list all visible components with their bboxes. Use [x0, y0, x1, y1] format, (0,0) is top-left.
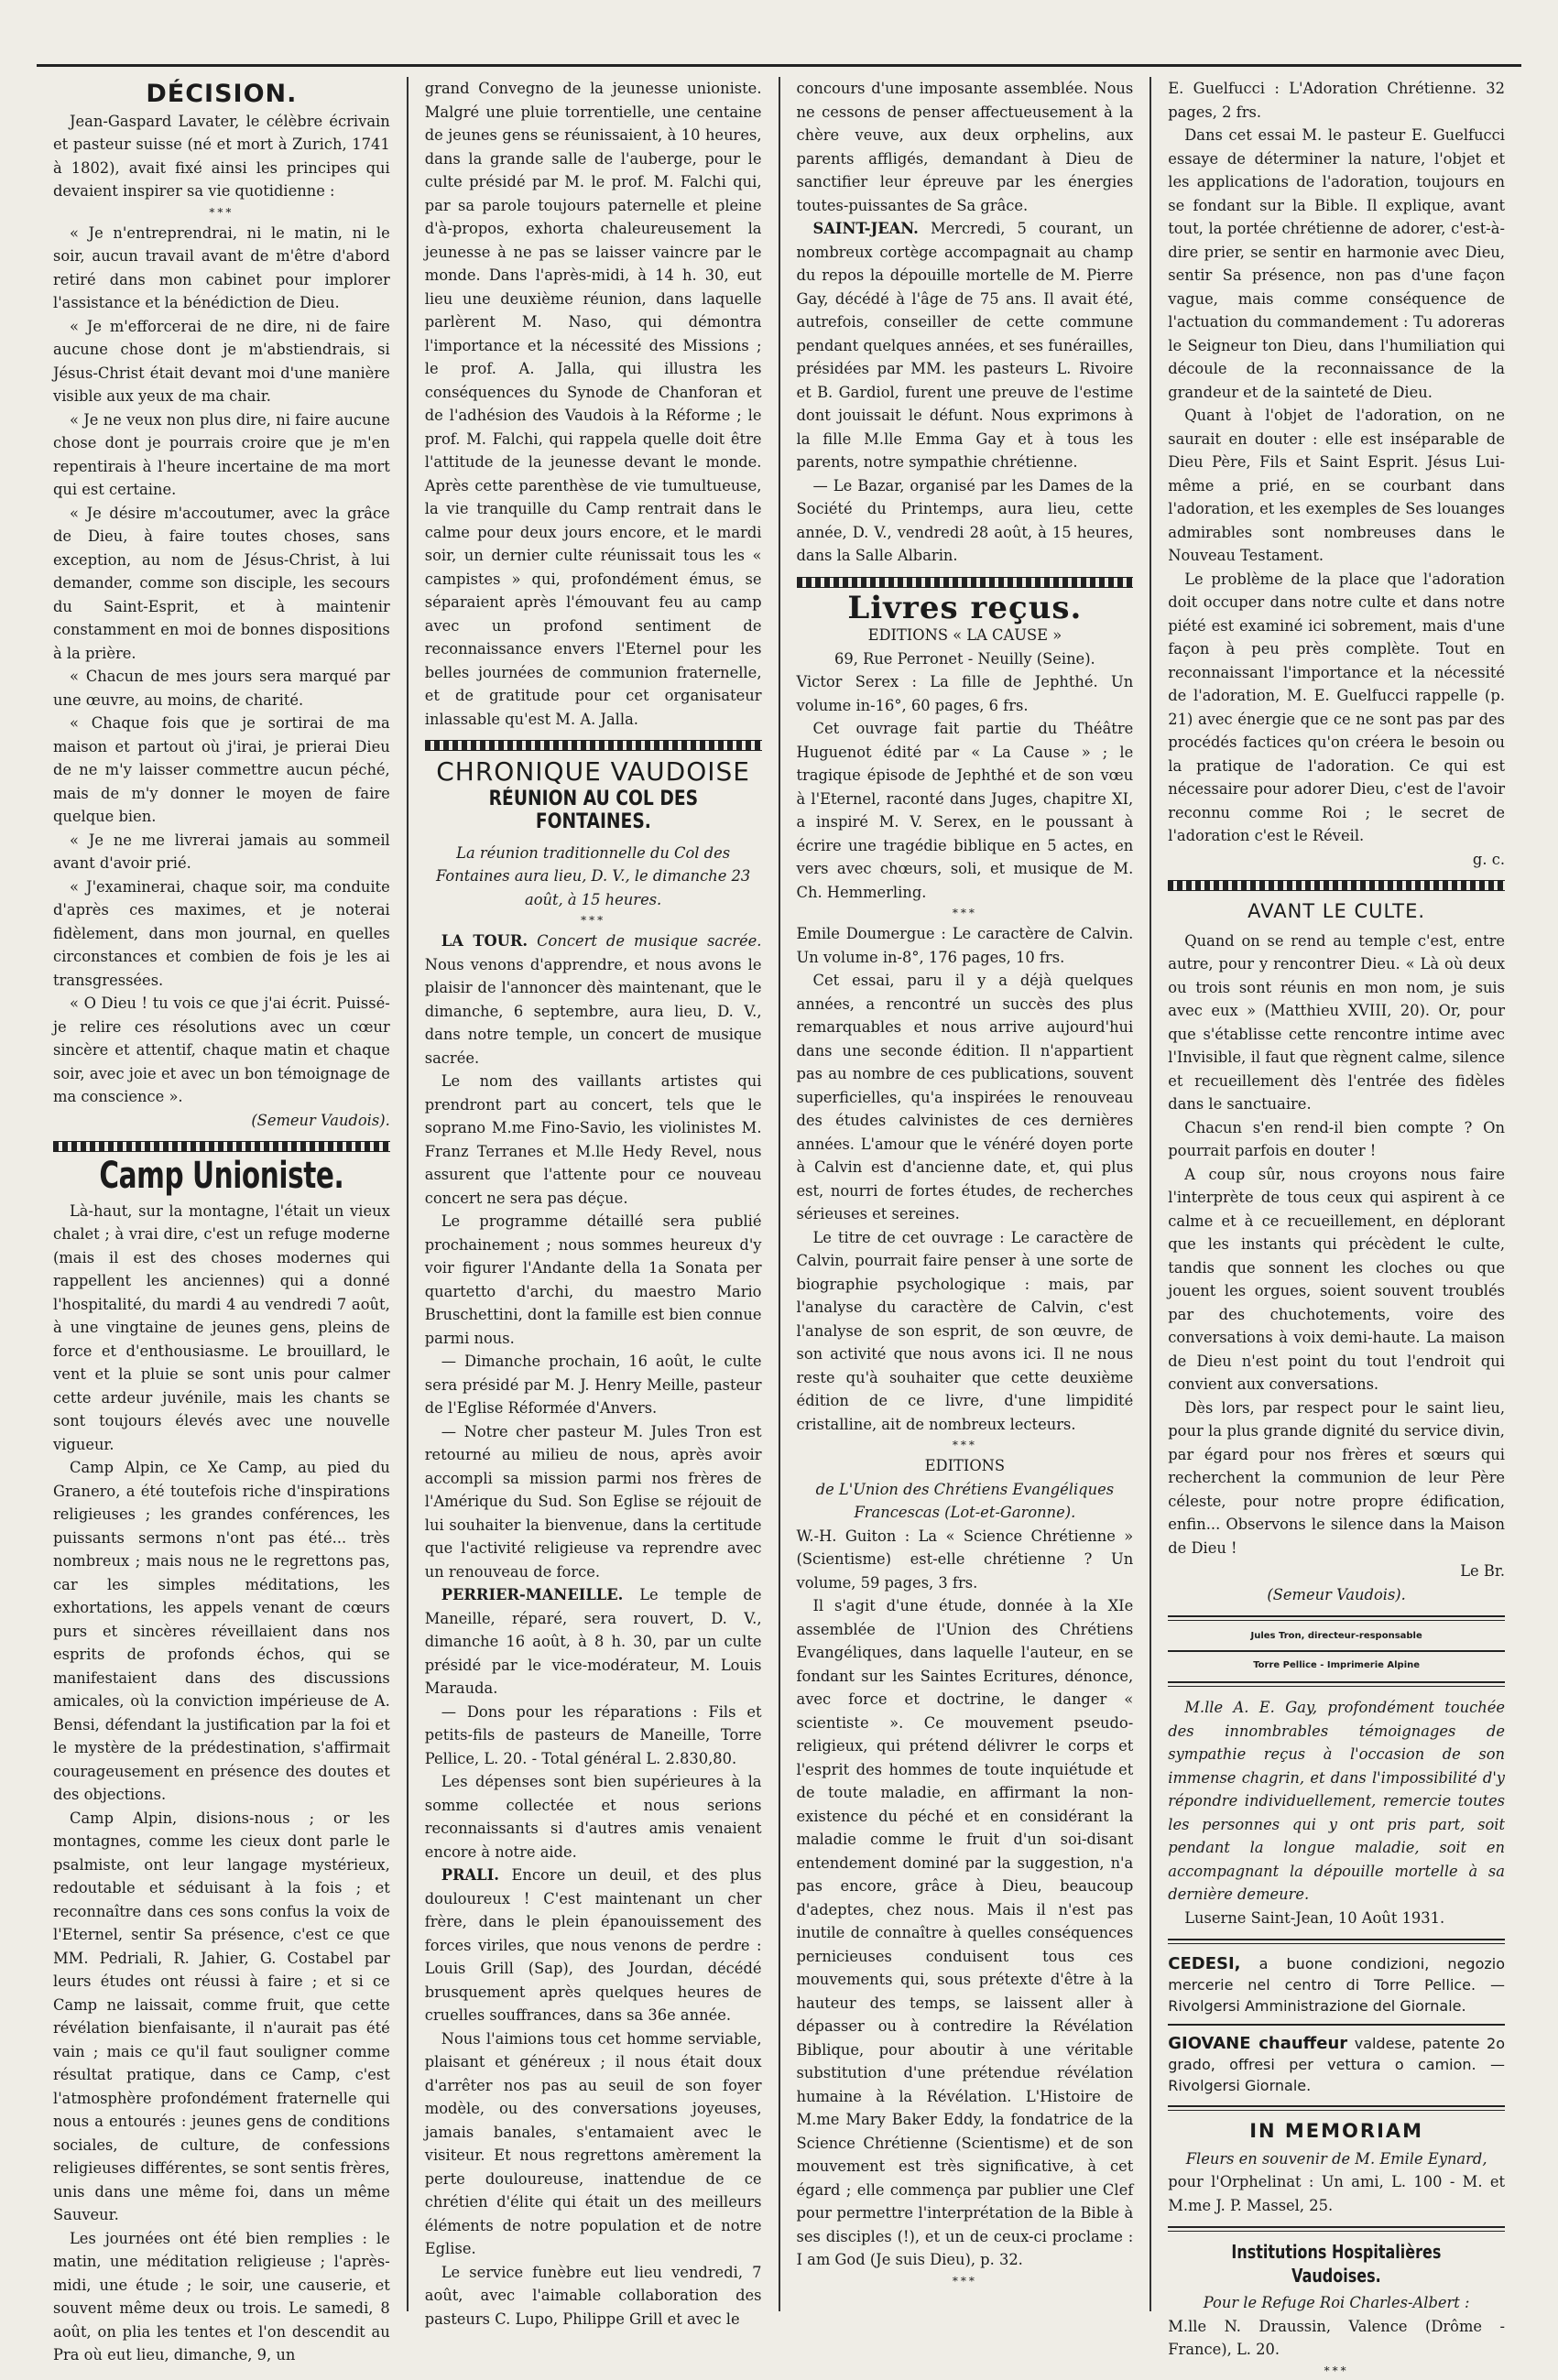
double-rule [1168, 1615, 1505, 1621]
edition-union-sub: de L'Union des Chrétiens Evangéliques Francescas (Lot-et-Garonne). [815, 1480, 1115, 1521]
dons-para: — Dons pour les réparations : Fils et petits-fils de pasteurs de Maneille, Torre Pellice, L. 20. - Total général L. 2.830,80. [424, 1702, 762, 1767]
gay-notice: M.lle A. E. Gay, profondément touchée des innombrables témoignages de sympathie reçus à l'occasion de son immense chagrin, et dans l'impossibilité d'y répondre individuellement, remercie toutes les personnes qui y ont pris part, soit pendant la longue maladie, soit en accompagnant la dépouille mortelle à sa dernière demeure. [1168, 1699, 1505, 1903]
avant-source: (Semeur Vaudois). [1267, 1585, 1406, 1603]
single-rule [1168, 2024, 1505, 2026]
prali-para: Nous l'aimions tous cet homme serviable, plaisant et généreux ; il nous était doux d'arrêter nos pas au seuil de son foyer modèle, ou des conversations joyeuses, jamais banales, s'entamaient avec le visiteur. Et nous regrettons amèrement la perte douloureuse, inattendue de ce chrétien d'élite qui était un des meilleurs éléments de notre population et de notre Eglise. [424, 2029, 762, 2257]
latour-para: Le programme détaillé sera publié prochainement ; nous sommes heureux d'y voir figurer l'Andante della 1a Sonata per quartetto d'archi, du maestro Mario Bruschettini, dont la famille est bien connue parmi nous. [424, 1212, 762, 1347]
columns [37, 77, 1521, 2377]
avant-signature: Le Br. [1460, 1562, 1505, 1580]
guiton-entry: W.-H. Guiton : La « Science Chrétienne » (Scientisme) est-elle chrétienne ? Un volume, 59 pages, 3 frs. [796, 1527, 1134, 1592]
avant-para: Dès lors, par respect pour le saint lieu, pour la plus grande dignité du service divin, par égard pour nos frères et sœurs qui recherchent la communion de leur Père céleste, pour notre propre édification, enfin... Observons le silence dans la Maison de Dieu ! [1168, 1398, 1505, 1557]
memoriam-heading: IN MEMORIAM [1249, 2120, 1424, 2142]
decision-heading: DÉCISION. [146, 80, 298, 108]
decision-intro: Jean-Gaspard Lavater, le célèbre écrivain et pasteur suisse (né et mort à Zurich, 1741 à 1802), avait fixé ainsi les principes qui devaient inspirer sa vie quotidienne : [53, 112, 390, 200]
institutions-text: M.lle N. Draussin, Valence (Drôme - France), L. 20. [1168, 2317, 1505, 2358]
camp-continuation: grand Convegno de la jeunesse unioniste. Malgré une pluie torrentielle, une centaine de jeunes gens se réunissaient, à 10 heures, dans la grande salle de l'auberge, pour le culte présidé par M. le prof. M. Falchi qui, par sa parole toujours paternelle et pleine d'à-propos, exhorta chaleureusement la jeunesse à ne pas se laisser vaincre par le monde. Dans l'après-midi, à 14 h. 30, eut lieu une deuxième réunion, dans laquelle parlèrent M. Naso, qui démontra l'importance et la nécessité des Missions ; le prof. A. Jalla, qui illustra les conséquences du Synode de Chanforan et de l'adhésion des Vaudois à la Réforme ; le prof. M. Falchi, qui rappela quelle doit être l'attitude de la jeunesse devant le monde. Après cette parenthèse de vie tumultueuse, la vie tranquille du Camp rentrait dans le calme pour deux jours encore, et le mardi soir, un dernier culte réunissait tous les « campistes » qui, profondément émus, se séparaient après l'émouvant feu au camp avec un profond sentiment de reconnaissance envers l'Eternel pour les belles journées de communion fraternelle, et de gratitude pour cet organisateur inlassable qu'est M. A. Jalla. [424, 80, 762, 728]
column-3 [780, 77, 1152, 2311]
camp-para: Camp Alpin, disions-nous ; or les montagnes, comme les cieux dont parle le psalmiste, ont leur langage mystérieux, redoutable et séduisant à la fois ; et reconnaître dans ces sons confus la voix de l'Eternel, sentir Sa présence, c'est ce que MM. Pedriali, R. Jahier, G. Costabel par leurs études ont réussi à faire ; et si ce Camp ne laissait, comme fruit, que cette révélation bienfaisante, il n'aurait pas été vain ; mais ce qu'il faut souligner comme résultat pratique, dans ce Camp, c'est l'atmosphère profondément fraternelle qui nous a entourés : jeunes gens de conditions sociales, de culture, de confessions religieuses différentes, se sont sentis frères, unis dans une même foi, dans un même Sauveur. [53, 1809, 390, 2223]
serex-text: Cet ouvrage fait partie du Théâtre Huguenot édité par « La Cause » ; le tragique épisode de Jephthé et de son vœu à l'Eternel, raconté dans Juges, chapitre XI, a inspiré M. V. Serex, en le poussant à écrire une tragédie biblique en 5 actes, en vers avec chœurs, soli, et musique de M. Ch. Hemmerling. [796, 720, 1134, 901]
double-rule [1168, 1681, 1505, 1687]
latour-para: — Notre cher pasteur M. Jules Tron est retourné au milieu de nous, après avoir accompli sa mission parmi nos frères de l'Amérique du Sud. Son Eglise se réjouit de lui souhaiter la bienvenue, dans la certitude que l'activité religieuse va reprendre avec un renouveau de force. [424, 1422, 762, 1581]
resolution-para: « Je désire m'accoutumer, avec la grâce de Dieu, à faire toutes choses, sans exception, au nom de Jésus-Christ, à lui demander, comme son disciple, les secours du Saint-Esprit, et à maintenir constamment en moi de bonnes dispositions à la prière. [53, 504, 390, 662]
reunion-heading: RÉUNION AU COL DES FONTAINES. [488, 787, 698, 833]
stjean-para: SAINT-JEAN. Mercredi, 5 courant, un nombreux cortège accompagnait au champ du repos la dépouille mortelle de M. Pierre Gay, décédé à l'âge de 75 ans. Il avait été, autrefois, conseiller de cette commune pendant quelques années, et ses funérailles, présidées par MM. les pasteurs L. Rivoire et B. Gardiol, furent une preuve de l'estime dont jouissait le défunt. Nous exprimons à la fille M.lle Emma Gay et à tous les parents, notre sympathie chrétienne. [796, 220, 1134, 471]
edition-cause-address: 69, Rue Perronet - Neuilly (Seine). [834, 649, 1095, 668]
institutions-sub: Pour le Refuge Roi Charles-Albert : [1203, 2294, 1470, 2311]
gay-place: Luserne Saint-Jean, 10 Août 1931. [1184, 1908, 1445, 1927]
resolution-para: « Je ne veux non plus dire, ni faire aucune chose dont je pourrais croire que je m'en repentirais à l'heure incertaine de ma mort qui est certaine. [53, 410, 390, 498]
avant-para: Chacun s'en rend-il bien compte ? On pourrait parfois en douter ! [1168, 1118, 1505, 1159]
decision-source: (Semeur Vaudois). [251, 1111, 390, 1129]
separator-stars: *** [209, 205, 234, 219]
resolution-para: « Chacun de mes jours sera marqué par une œuvre, au moins, de charité. [53, 668, 390, 709]
resolution-para: « Je m'efforcerai de ne dire, ni de faire aucune chose dont je m'abstiendrais, si Jésus-Christ était devant moi d'une manière visible aux yeux de ma chair. [53, 317, 390, 405]
ornate-rule [53, 1141, 390, 1152]
prali-continuation: concours d'une imposante assemblée. Nous ne cessons de penser affectueusement à la chère veuve, aux deux orphelins, aux parents affligés, demandant à Dieu de sanctifier leur épreuve par les énergies toutes-puissantes de Sa grâce. [796, 80, 1134, 214]
single-rule [1168, 1650, 1505, 1652]
avant-para: Quand on se rend au temple c'est, entre autre, pour y rencontrer Dieu. « Là où deux ou trois sont réunis en mon nom, je suis avec eux » (Matthieu XVIII, 20). Or, pour que s'établisse cette rencontre intime avec l'Invisible, il faut que règnent calme, silence et recueillement dès l'entrée des fidèles dans le sanctuaire. [1168, 931, 1505, 1113]
livres-heading: Livres reçus. [847, 589, 1083, 626]
doumergue-entry: Emile Doumergue : Le caractère de Calvin. Un volume in-8°, 176 pages, 10 frs. [796, 925, 1134, 966]
ad-giovane: GIOVANE chauffeur valdese, patente 2o grado, offresi per vettura o camion. — Rivolgersi Giornale. [1168, 2034, 1505, 2094]
camp-para: Camp Alpin, ce Xe Camp, au pied du Granero, a été toutefois riche d'inspirations religieuses ; les grandes conférences, les puissants sermons n'ont pas été... très nombreux ; mais nous ne le regrettons pas, car les simples méditations, les exhortations, les appels venant de cœurs purs et sincères réveillaient dans nos esprits de profonds échos, qui se manifestaient dans des discussions amicales, où la conviction impérieuse de A. Bensi, défendant la justification par la foi et le mystère de la prédestination, s'affirmait courageusement en présence des doutes et des objections. [53, 1459, 390, 1803]
camp-heading: Camp Unioniste. [99, 1155, 344, 1197]
avant-para: A coup sûr, nous croyons nous faire l'interprète de tous ceux qui aspirent à ce calme et à ce recueillement, en déplorant que les instants qui précèdent le culte, tandis que sonnent les cloches ou que jouent les orgues, soient souvent troublés par des chuchotements, voire des conversations à voix demi-haute. La maison de Dieu n'est point du tout l'endroit qui convient aux conversations. [1168, 1165, 1505, 1393]
double-rule [1168, 1939, 1505, 1944]
separator-stars: *** [952, 1439, 977, 1451]
ornate-rule [425, 740, 762, 751]
serex-entry: Victor Serex : La fille de Jephthé. Un volume in-16°, 60 pages, 6 frs. [796, 673, 1134, 714]
separator-stars: *** [952, 907, 977, 919]
doumergue-para: Cet essai, paru il y a déjà quelques années, a rencontré un succès des plus remarquables et nous arrive aujourd'hui dans une seconde édition. Il n'appartient pas au nombre de ces publications, souvent superficielles, qu'a inspirées le renouveau des études calvinistes de ces dernières années. L'amour que le vénéré doyen porte à Calvin est d'ancienne date, et, qui plus est, nourri de fortes études, de recherches sérieuses et sereines. [796, 972, 1134, 1223]
prali-para: PRALI. Encore un deuil, et des plus douloureux ! C'est maintenant un cher frère, dans le plein épanouissement des forces viriles, que nous venons de perdre : Louis Grill (Sap), des Jourdan, décédé brusquement après quelques heures de cruelles souffrances, dans sa 36e année. [424, 1866, 762, 2024]
resolution-para: « Je n'entreprendrai, ni le matin, ni le soir, aucun travail avant de m'être d'abord retiré dans mon cabinet pour implorer l'assistance et la bénédiction de Dieu. [53, 223, 390, 311]
doumergue-para: Le titre de cet ouvrage : Le caractère de Calvin, pourrait faire penser à une sorte de biographie psychologique : mais, par l'analyse du caractère de Calvin, c'est l'analyse de son esprit, de son œuvre, de son activité que nous avons ici. Il ne nous reste qu'à souhaiter que cette deuxième édition de ce livre, d'une limpidité cristalline, ait de nombreux lecteurs. [796, 1228, 1134, 1433]
guelfucci-para: Dans cet essai M. le pasteur E. Guelfucci essaye de déterminer la nature, l'objet et les applications de l'adoration, toujours en se fondant sur la Bible. Il explique, avant tout, la portée chrétienne de adorer, c'est-à-dire prier, se sentir en harmonie avec Dieu, sentir Sa présence, non pas d'une façon vague, mais comme conséquence de l'actuation du commandement : Tu adoreras le Seigneur ton Dieu, dans l'humiliation qui découle de la reconnaissance de la grandeur et de la sainteté de Dieu. [1168, 126, 1505, 401]
perrier-para: PERRIER-MANEILLE. Le temple de Maneille, réparé, sera rouvert, D. V., dimanche 16 août, à 8 h. 30, par un culte présidé par le vice-modérateur, M. Louis Marauda. [424, 1586, 762, 1697]
reunion-sub: La réunion traditionnelle du Col des Fontaines aura lieu, D. V., le dimanche 23 août, à 15 heures. [436, 843, 751, 908]
latour-para: Le nom des vaillants artistes qui prendront part au concert, tels que le soprano M.me Fino-Savio, les violinistes M. Franz Terranes et M.lle Hedy Revel, nous assurent que l'attente pour ce nouveau concert ne sera pas déçue. [424, 1072, 762, 1207]
edition-cause: EDITIONS « LA CAUSE » [867, 626, 1062, 644]
edition-union: EDITIONS [924, 1457, 1006, 1474]
ornate-rule [797, 577, 1134, 588]
depenses-para: Les dépenses sont bien supérieures à la somme collectée et nous serions reconnaissants si d'autres amis venaient encore à notre aide. [424, 1773, 762, 1861]
separator-stars: *** [1324, 2364, 1349, 2377]
guelfucci-para: Le problème de la place que l'adoration doit occuper dans notre culte et dans notre piété est examiné ici sobrement, mais d'une façon à peu près complète. Tout en reconnaissant l'importance et la nécessité de l'adoration, M. E. Guelfucci rappelle (p. 21) avec énergie que ce ne sont pas par des procédés factices qu'on créera le besoin ou la pratique de l'adoration. Ce qui est nécessaire pour adorer Dieu, c'est de l'avoir reconnu comme Roi ; le secret de l'adoration c'est le Réveil. [1168, 570, 1505, 844]
guelfucci-signature: g. c. [1472, 850, 1505, 868]
imprint-director: Jules Tron, directeur-responsable [1250, 1631, 1422, 1641]
resolution-para: « O Dieu ! tu vois ce que j'ai écrit. Puissé-je relire ces résolutions avec un cœur sincère et attentif, chaque matin et chaque soir, avec joie et avec un bon témoignage de ma conscience ». [53, 994, 390, 1105]
column-4 [1151, 77, 1521, 2377]
institutions-heading: Institutions Hospitalières Vaudoises. [1231, 2241, 1442, 2287]
avant-culte-heading: AVANT LE CULTE. [1247, 900, 1426, 922]
column-2 [409, 77, 780, 2328]
latour-para: — Dimanche prochain, 16 août, le culte sera présidé par M. J. Henry Meille, pasteur de l'Eglise Réformée d'Anvers. [424, 1353, 762, 1417]
column-1 [37, 77, 409, 2364]
ad-cedesi: CEDESI, a buone condizioni, negozio mercerie nel centro di Torre Pellice. — Rivolgersi Amministrazione del Giornale. [1168, 1954, 1505, 2015]
camp-para: Les journées ont été bien remplies : le matin, une méditation religieuse ; l'après-midi, une étude ; le soir, une causerie, et souvent même deux ou trois. Le samedi, 8 août, on plia les tentes et l'on descendit au Pra où eut lieu, dimanche, 9, un [53, 2229, 390, 2364]
guelfucci-entry: E. Guelfucci : L'Adoration Chrétienne. 32 pages, 2 frs. [1168, 80, 1505, 121]
latour-para: LA TOUR. Concert de musique sacrée. Nous venons d'apprendre, et nous avons le plaisir de l'annoncer dès maintenant, que le dimanche, 6 septembre, aura lieu, D. V., dans notre temple, un concert de musique sacrée. [424, 932, 762, 1067]
resolution-para: « Chaque fois que je sortirai de ma maison et partout où j'irai, je prierai Dieu de ne m'y laisser commettre aucun péché, mais de m'y donner le moyen de faire quelque bien. [53, 714, 390, 825]
separator-stars: *** [581, 914, 606, 927]
imprint-printer: Torre Pellice - Imprimerie Alpine [1253, 1660, 1421, 1670]
ornate-rule [1168, 880, 1505, 891]
resolution-para: « J'examinerai, chaque soir, ma conduite d'après ces maximes, et je noterai fidèlement, dans mon journal, en quelles circonstances et combien de fois je les ai transgressées. [53, 877, 390, 989]
guelfucci-para: Quant à l'objet de l'adoration, on ne saurait en douter : elle est inséparable de Dieu Père, Fils et Saint Esprit. Jésus Lui-même a prié, en se courbant dans l'adoration, et les exemples de Ses louanges admirables sont nombreuses dans le Nouveau Testament. [1168, 407, 1505, 564]
guiton-text: Il s'agit d'une étude, donnée à la XIe assemblée de l'Union des Chrétiens Evangéliques, dans laquelle l'auteur, en se fondant sur les Saintes Ecritures, dénonce, avec force et doctrine, le danger « scientiste ». Ce mouvement pseudo-religieux, qui prétend délivrer le corps et l'esprit des hommes de toute inquiétude et de toute maladie, en affirmant la non-existence du péché et en considérant la maladie comme le fruit d'un soi-disant entendement dominé par la suggestion, n'a pas encore, grâce à Dieu, beaucoup d'adeptes, chez nous. Mais il n'est pas inutile de connaître à quelles conséquences pernicieuses conduisent tous ces mouvements qui, sous prétexte d'être à la hauteur des temps, se laissent aller à dépasser ou à contredire la Révélation Biblique, pour aboutir à une véritable substitution d'une prétendue révélation humaine à la Révélation. L'Histoire de M.me Mary Baker Eddy, la fondatrice de la Science Chrétienne (Scientisme) et de son mouvement est très significative, à cet égard ; elle commença par publier une Clef pour permettre l'interprétation de la Bible à ses disciples (!), et un de ceux-ci proclame : I am God (Je suis Dieu), p. 32. [796, 1597, 1134, 2268]
separator-stars: *** [952, 2274, 977, 2288]
camp-para: Là-haut, sur la montagne, l'était un vieux chalet ; à vrai dire, c'est un refuge moderne (mais il est des choses modernes qui rappellent les anciennes) qui a donné l'hospitalité, du mardi 4 au vendredi 7 août, à une vingtaine de jeunes gens, pleins de force et d'enthousiasme. Le brouillard, le vent et la pluie se sont unis pour calmer cette ardeur juvénile, mais les chants se sont toujours élevés avec une nouvelle vigueur. [53, 1201, 390, 1453]
double-rule [1168, 2105, 1505, 2111]
chronique-heading: CHRONIQUE VAUDOISE [436, 756, 750, 787]
double-rule [1168, 2226, 1505, 2232]
memoriam-sub: Fleurs en souvenir de M. Emile Eynard, [1185, 2149, 1487, 2168]
prali-para: Le service funèbre eut lieu vendredi, 7 août, avec l'aimable collaboration des pasteurs C. Lupo, Philippe Grill et avec le [424, 2263, 762, 2328]
memoriam-text: pour l'Orphelinat : Un ami, L. 100 - M. et M.me J. P. Massel, 25. [1168, 2173, 1505, 2214]
bazar-para: — Le Bazar, organisé par les Dames de la Société du Printemps, aura lieu, cette année, D. V., vendredi 28 août, à 15 heures, dans la Salle Albarin. [796, 476, 1134, 564]
resolution-para: « Je ne me livrerai jamais au sommeil avant d'avoir prié. [53, 831, 390, 872]
